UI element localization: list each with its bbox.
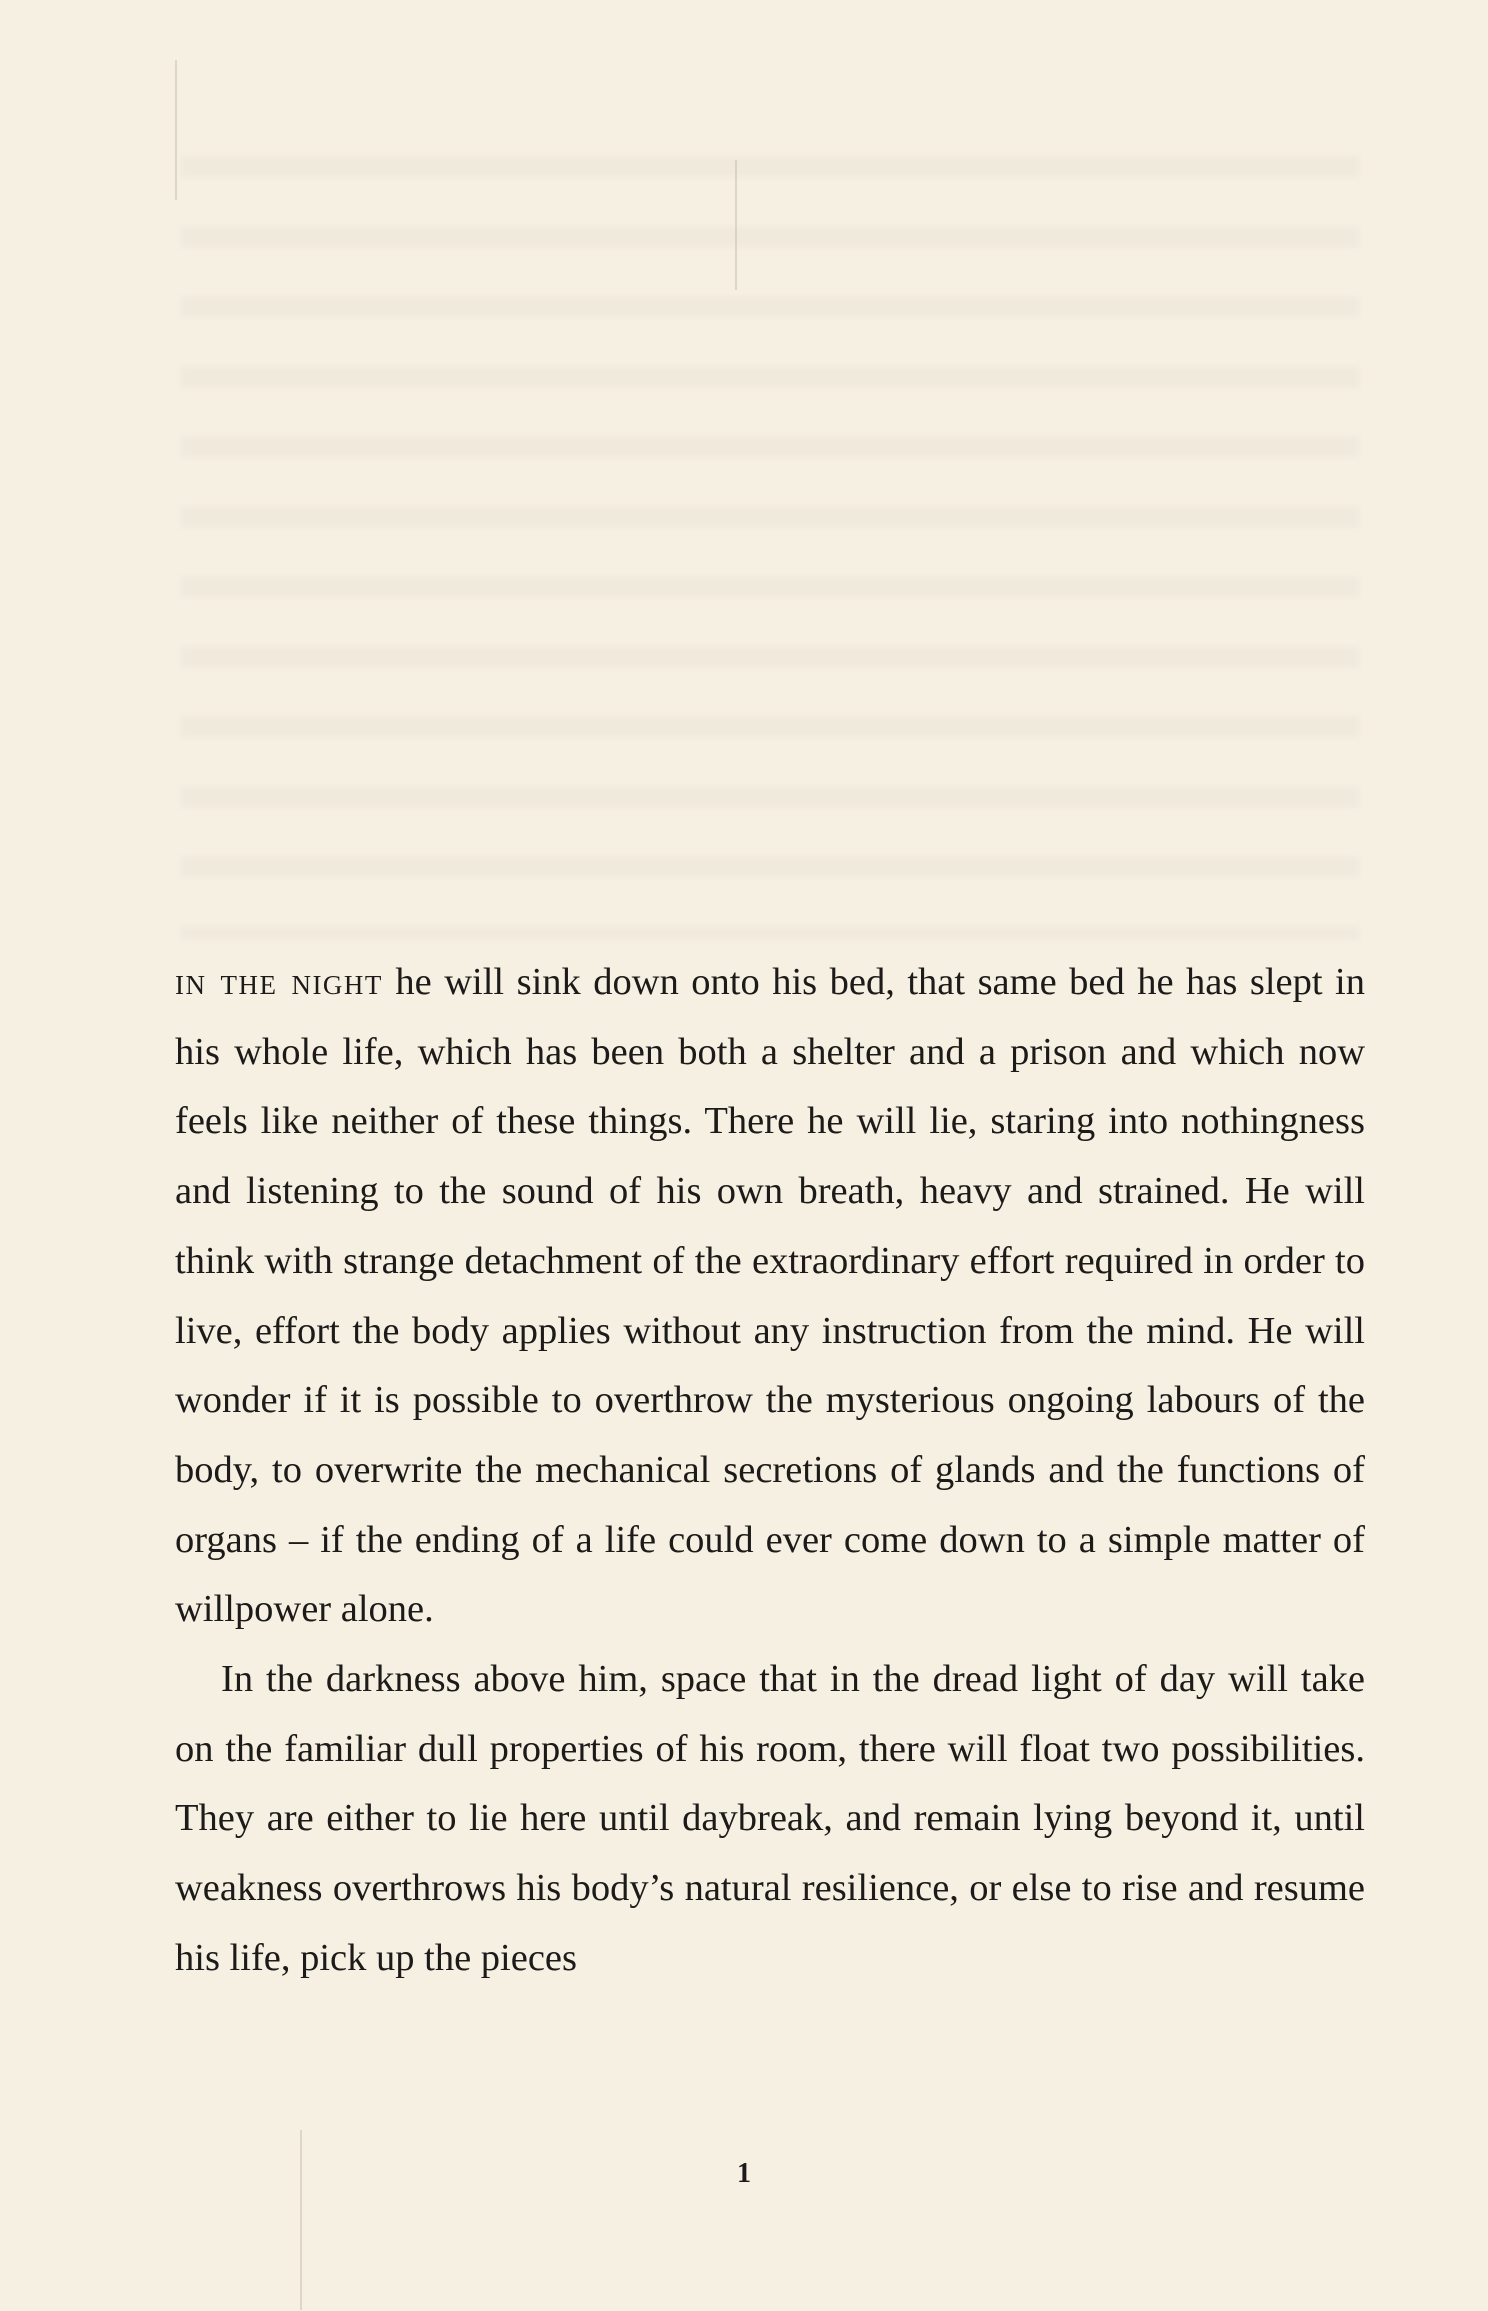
body-text — [175, 948, 1365, 1994]
paper-crease — [735, 160, 737, 290]
paper-crease — [175, 60, 177, 200]
paragraph-text: he will sink down onto his bed, that same bed he has slept in his whole life, which has been both a shelter and a prison and which now feels like neither of these things. There he will lie, staring into nothingness and listening to the sound of his own breath, heavy and strained. He will think with strange detachment of the extraordinary effort required in order to live, effort the body applies without any instruction from the mind. He will wonder if it is possible to overthrow the mysterious ongoing labours of the body, to overwrite the mechanical secretions of glands and the functions of organs – if the ending of a life could ever come down to a simple matter of willpower alone. — [175, 961, 1365, 1631]
opening-smallcaps: in the night — [175, 961, 383, 1003]
page-number: 1 — [737, 2158, 751, 2189]
paragraph: In the darkness above him, space that in the dread light of day will take on the familiar dull properties of his room, there will float two possibilities. They are either to lie here until daybreak, and remain lying beyond it, until weakness overthrows his body’s natural resilience, or else to rise and resume his life, pick up the pieces — [175, 1658, 1365, 1979]
paper-crease — [300, 2130, 302, 2310]
show-through-text — [180, 120, 1360, 940]
paragraph — [175, 948, 1365, 1645]
